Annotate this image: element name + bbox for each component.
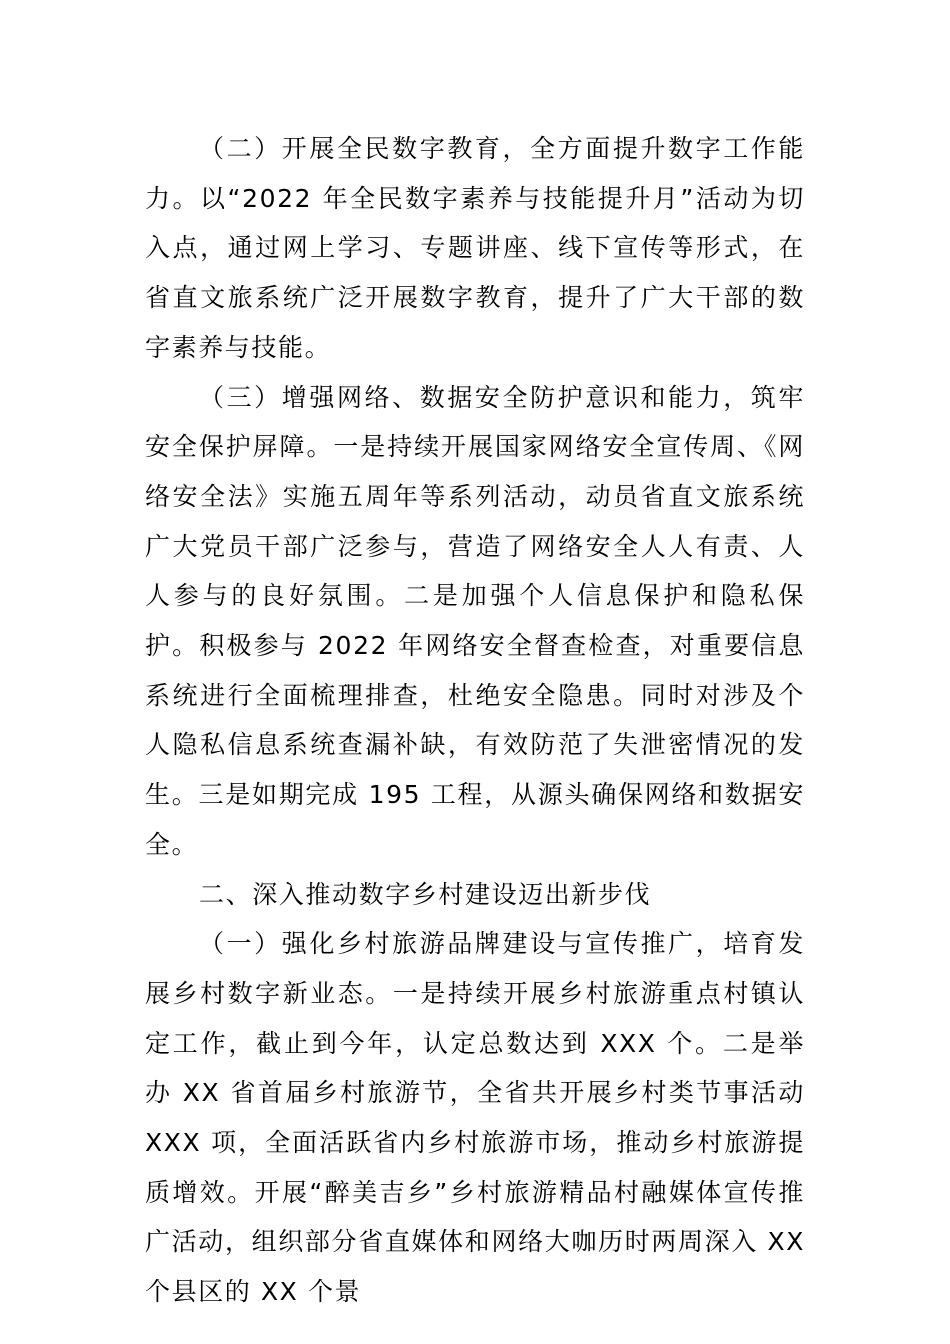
paragraph-network-security: （三）增强网络、数据安全防护意识和能力，筑牢安全保护屏障。一是持续开展国家网络安全宣传周、《网络安全法》实施五周年等系列活动，动员省直文旅系统广大党员干部广泛参与，营造了网络安全人人有责、人人参与的良好氛围。二是加强个人信息保护和隐私保护。积极参与 2022 年网络安全督查检查，对重要信息系统进行全面梳理排查，杜绝安全隐患。同时对涉及个人隐私信息系统查漏补缺，有效防范了失泄密情况的发生。三是如期完成 195 工程，从源头确保网络和数据安全。 [145,382,805,859]
section-heading-digital-village: 二、深入推动数字乡村建设迈出新步伐 [199,879,652,909]
document-body [145,124,805,1317]
paragraph-rural-tourism: （一）强化乡村旅游品牌建设与宣传推广，培育发展乡村数字新业态。一是持续开展乡村旅游重点村镇认定工作，截止到今年，认定总数达到 XXX 个。二是举办 XX 省首届乡村旅游节，全省共开展乡村类节事活动 XXX 项，全面活跃省内乡村旅游市场，推动乡村旅游提质增效。开展“醉美吉乡”乡村旅游精品村融媒体宣传推广活动，组织部分省直媒体和网络大咖历时两周深入 XX 个县区的 XX 个景 [145,929,805,1307]
paragraph-digital-education: （二）开展全民数字教育，全方面提升数字工作能力。以“2022 年全民数字素养与技能提升月”活动为切入点，通过网上学习、专题讲座、线下宣传等形式，在省直文旅系统广泛开展数字教育，提升了广大干部的数字素养与技能。 [145,134,805,362]
